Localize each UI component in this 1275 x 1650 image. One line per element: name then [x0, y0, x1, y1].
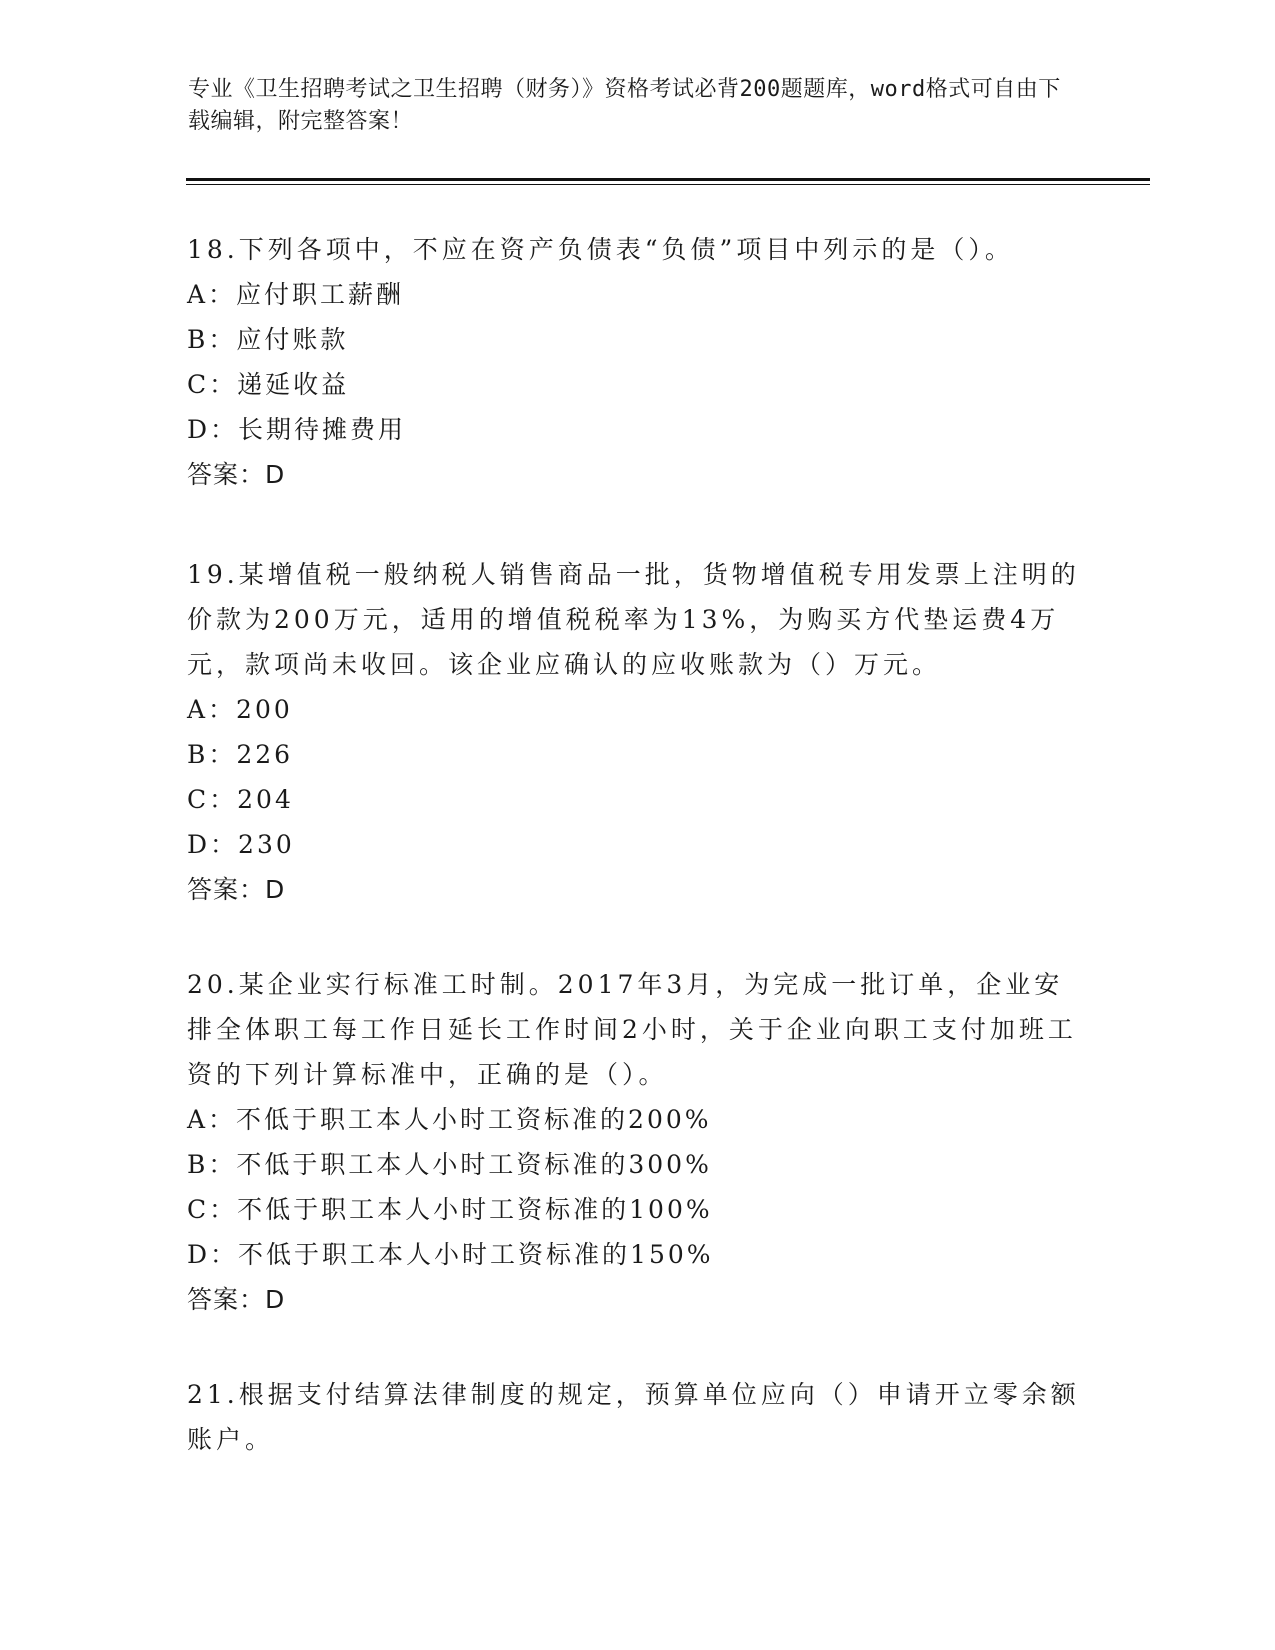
- option-b: B：226: [187, 740, 294, 769]
- option-b: B：应付账款: [187, 325, 349, 354]
- option-c: C：递延收益: [187, 370, 350, 399]
- question-stem: 19.某增值税一般纳税人销售商品一批，货物增值税专用发票上注明的价款为200万元，适用的增值税税率为13%，为购买方代垫运费4万元，款项尚未收回。该企业应确认的应收账款为（）万元。: [187, 560, 1080, 679]
- answer: 答案：D: [187, 460, 286, 489]
- option-c: C：204: [187, 785, 294, 814]
- question-stem: 20.某企业实行标准工时制。2017年3月，为完成一批订单，企业安排全体职工每工作日延长工作时间2小时，关于企业向职工支付加班工资的下列计算标准中，正确的是（）。: [187, 970, 1077, 1089]
- option-c: C：不低于职工本人小时工资标准的100%: [187, 1195, 713, 1224]
- question-19: [187, 552, 1087, 912]
- option-a: A：200: [187, 695, 293, 724]
- answer: 答案：D: [187, 875, 286, 904]
- document-header: 专业《卫生招聘考试之卫生招聘（财务）》资格考试必背200题题库，word格式可自由下载编辑，附完整答案！: [188, 77, 1061, 134]
- option-d: D：230: [187, 830, 295, 859]
- option-d: D：不低于职工本人小时工资标准的150%: [187, 1240, 714, 1269]
- question-stem: 18.下列各项中，不应在资产负债表“负债”项目中列示的是（）。: [187, 235, 1014, 264]
- header-divider-thick: [186, 178, 1150, 181]
- option-d: D：长期待摊费用: [187, 415, 407, 444]
- header-divider-thin: [186, 184, 1150, 185]
- option-b: B：不低于职工本人小时工资标准的300%: [187, 1150, 712, 1179]
- question-stem: 21.根据支付结算法律制度的规定，预算单位应向（）申请开立零余额账户。: [187, 1380, 1080, 1454]
- option-a: A：应付职工薪酬: [187, 280, 405, 309]
- question-18: [187, 227, 1087, 497]
- option-a: A：不低于职工本人小时工资标准的200%: [187, 1105, 712, 1134]
- answer: 答案：D: [187, 1285, 286, 1314]
- question-21: [187, 1372, 1087, 1462]
- question-20: [187, 962, 1087, 1322]
